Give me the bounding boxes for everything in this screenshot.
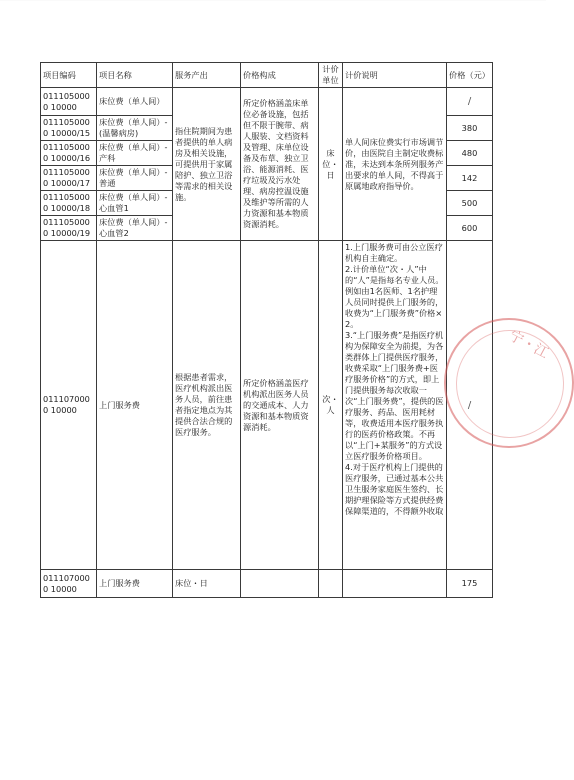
empty-cell <box>319 570 343 598</box>
item-code: 0111050000 10000/16 <box>41 141 97 166</box>
item-name: 上门服务费 <box>97 570 173 598</box>
service-content: 根据患者需求，医疗机构派出医务人员，前往患者指定地点为其提供合法合规的医疗服务。 <box>173 241 241 570</box>
seal-text: 宁・江 <box>506 327 551 362</box>
price-table <box>40 62 493 598</box>
item-code: 0111050000 10000/15 <box>41 116 97 141</box>
header-price: 价格（元） <box>447 63 493 88</box>
service-content: 指住院期间为患者提供的单人病房及相关设施，可提供用于家属陪护、独立卫浴等需求的相关设施。 <box>173 88 241 241</box>
header-code: 项目编码 <box>41 63 97 88</box>
item-code: 0111070000 10000 <box>41 241 97 570</box>
table-header-row <box>41 63 493 88</box>
item-code: 0111050000 10000/17 <box>41 166 97 191</box>
table-row <box>41 570 493 598</box>
table-row <box>41 88 493 116</box>
item-price: 500 <box>447 191 493 216</box>
item-price: 142 <box>447 166 493 191</box>
item-code: 0111050000 10000/19 <box>41 216 97 241</box>
header-content: 服务产出 <box>173 63 241 88</box>
item-name: 床位费（单人间）-心血管2 <box>97 216 173 241</box>
item-price: 380 <box>447 116 493 141</box>
item-code: 0111050000 10000 <box>41 88 97 116</box>
item-price <box>447 88 493 116</box>
price-value: / <box>467 96 472 107</box>
item-price: 480 <box>447 141 493 166</box>
item-name: 床位费（单人间）-普通 <box>97 166 173 191</box>
header-name: 项目名称 <box>97 63 173 88</box>
item-price: 175 <box>447 570 493 598</box>
price-composition: 所定价格涵盖医疗机构派出医务人员的交通成本、人力资源和基本物质资源消耗。 <box>241 241 319 570</box>
header-note: 计价说明 <box>343 63 447 88</box>
table-row <box>41 241 493 570</box>
item-name: 床位费（单人间）-产科 <box>97 141 173 166</box>
header-composition: 价格构成 <box>241 63 319 88</box>
item-code: 0111070000 10000 <box>41 570 97 598</box>
item-name: 床位费（单人间）-(温馨病房) <box>97 116 173 141</box>
pricing-unit: 次・人 <box>319 241 343 570</box>
item-price <box>447 241 493 570</box>
item-code: 0111050000 10000/18 <box>41 191 97 216</box>
price-value: / <box>467 399 472 411</box>
item-name: 上门服务费 <box>97 241 173 570</box>
header-unit: 计价单位 <box>319 63 343 88</box>
empty-cell <box>343 570 447 598</box>
item-name: 床位费（单人间） <box>97 88 173 116</box>
item-price: 600 <box>447 216 493 241</box>
pricing-unit: 床位・日 <box>173 570 241 598</box>
pricing-unit: 床位・日 <box>319 88 343 241</box>
pricing-note: 1.上门服务费可由公立医疗机构自主确定。 2.计价单位“次・人”中的“人”是指每名专业人员。例如由1名医师、1名护理人员同时提供上门服务的，收费为“上门服务费”价格×2。 3.“上门服务费”是指医疗机构为保障安全为前提，为各类群体上门提供医疗服务，收费采取“上门服务费+医疗服务价格”的方式，即上门提供服务每次收取一次“上门服务费”，提供的医疗服务、药品、医用耗材等，收费适用本医疗服务执行的医药价格政策。不再以“上门+某服务”的方式设立医疗服务价格项目。 4.对于医疗机构上门提供的医疗服务，已通过基本公共卫生服务家庭医生签约、长期护理保险等方式提供经费保障渠道的，不得额外收取 <box>343 241 447 570</box>
page-edge <box>0 0 546 1</box>
empty-cell <box>241 570 319 598</box>
price-composition: 所定价格涵盖床单位必备设施，包括但不限于腕带、病人服装、文档资料及管理、床单位设备及布草、独立卫浴、能源消耗、医疗垃圾及污水处理、病房控温设施及维护等所需的人力资源和基本物质资源消耗。 <box>241 88 319 241</box>
pricing-note: 单人间床位费实行市场调节价，由医院自主制定收费标准，未达到本条所列服务产出要求的单人间，不得高于原属地政府指导价。 <box>343 88 447 241</box>
item-name: 床位费（单人间）-心血管1 <box>97 191 173 216</box>
